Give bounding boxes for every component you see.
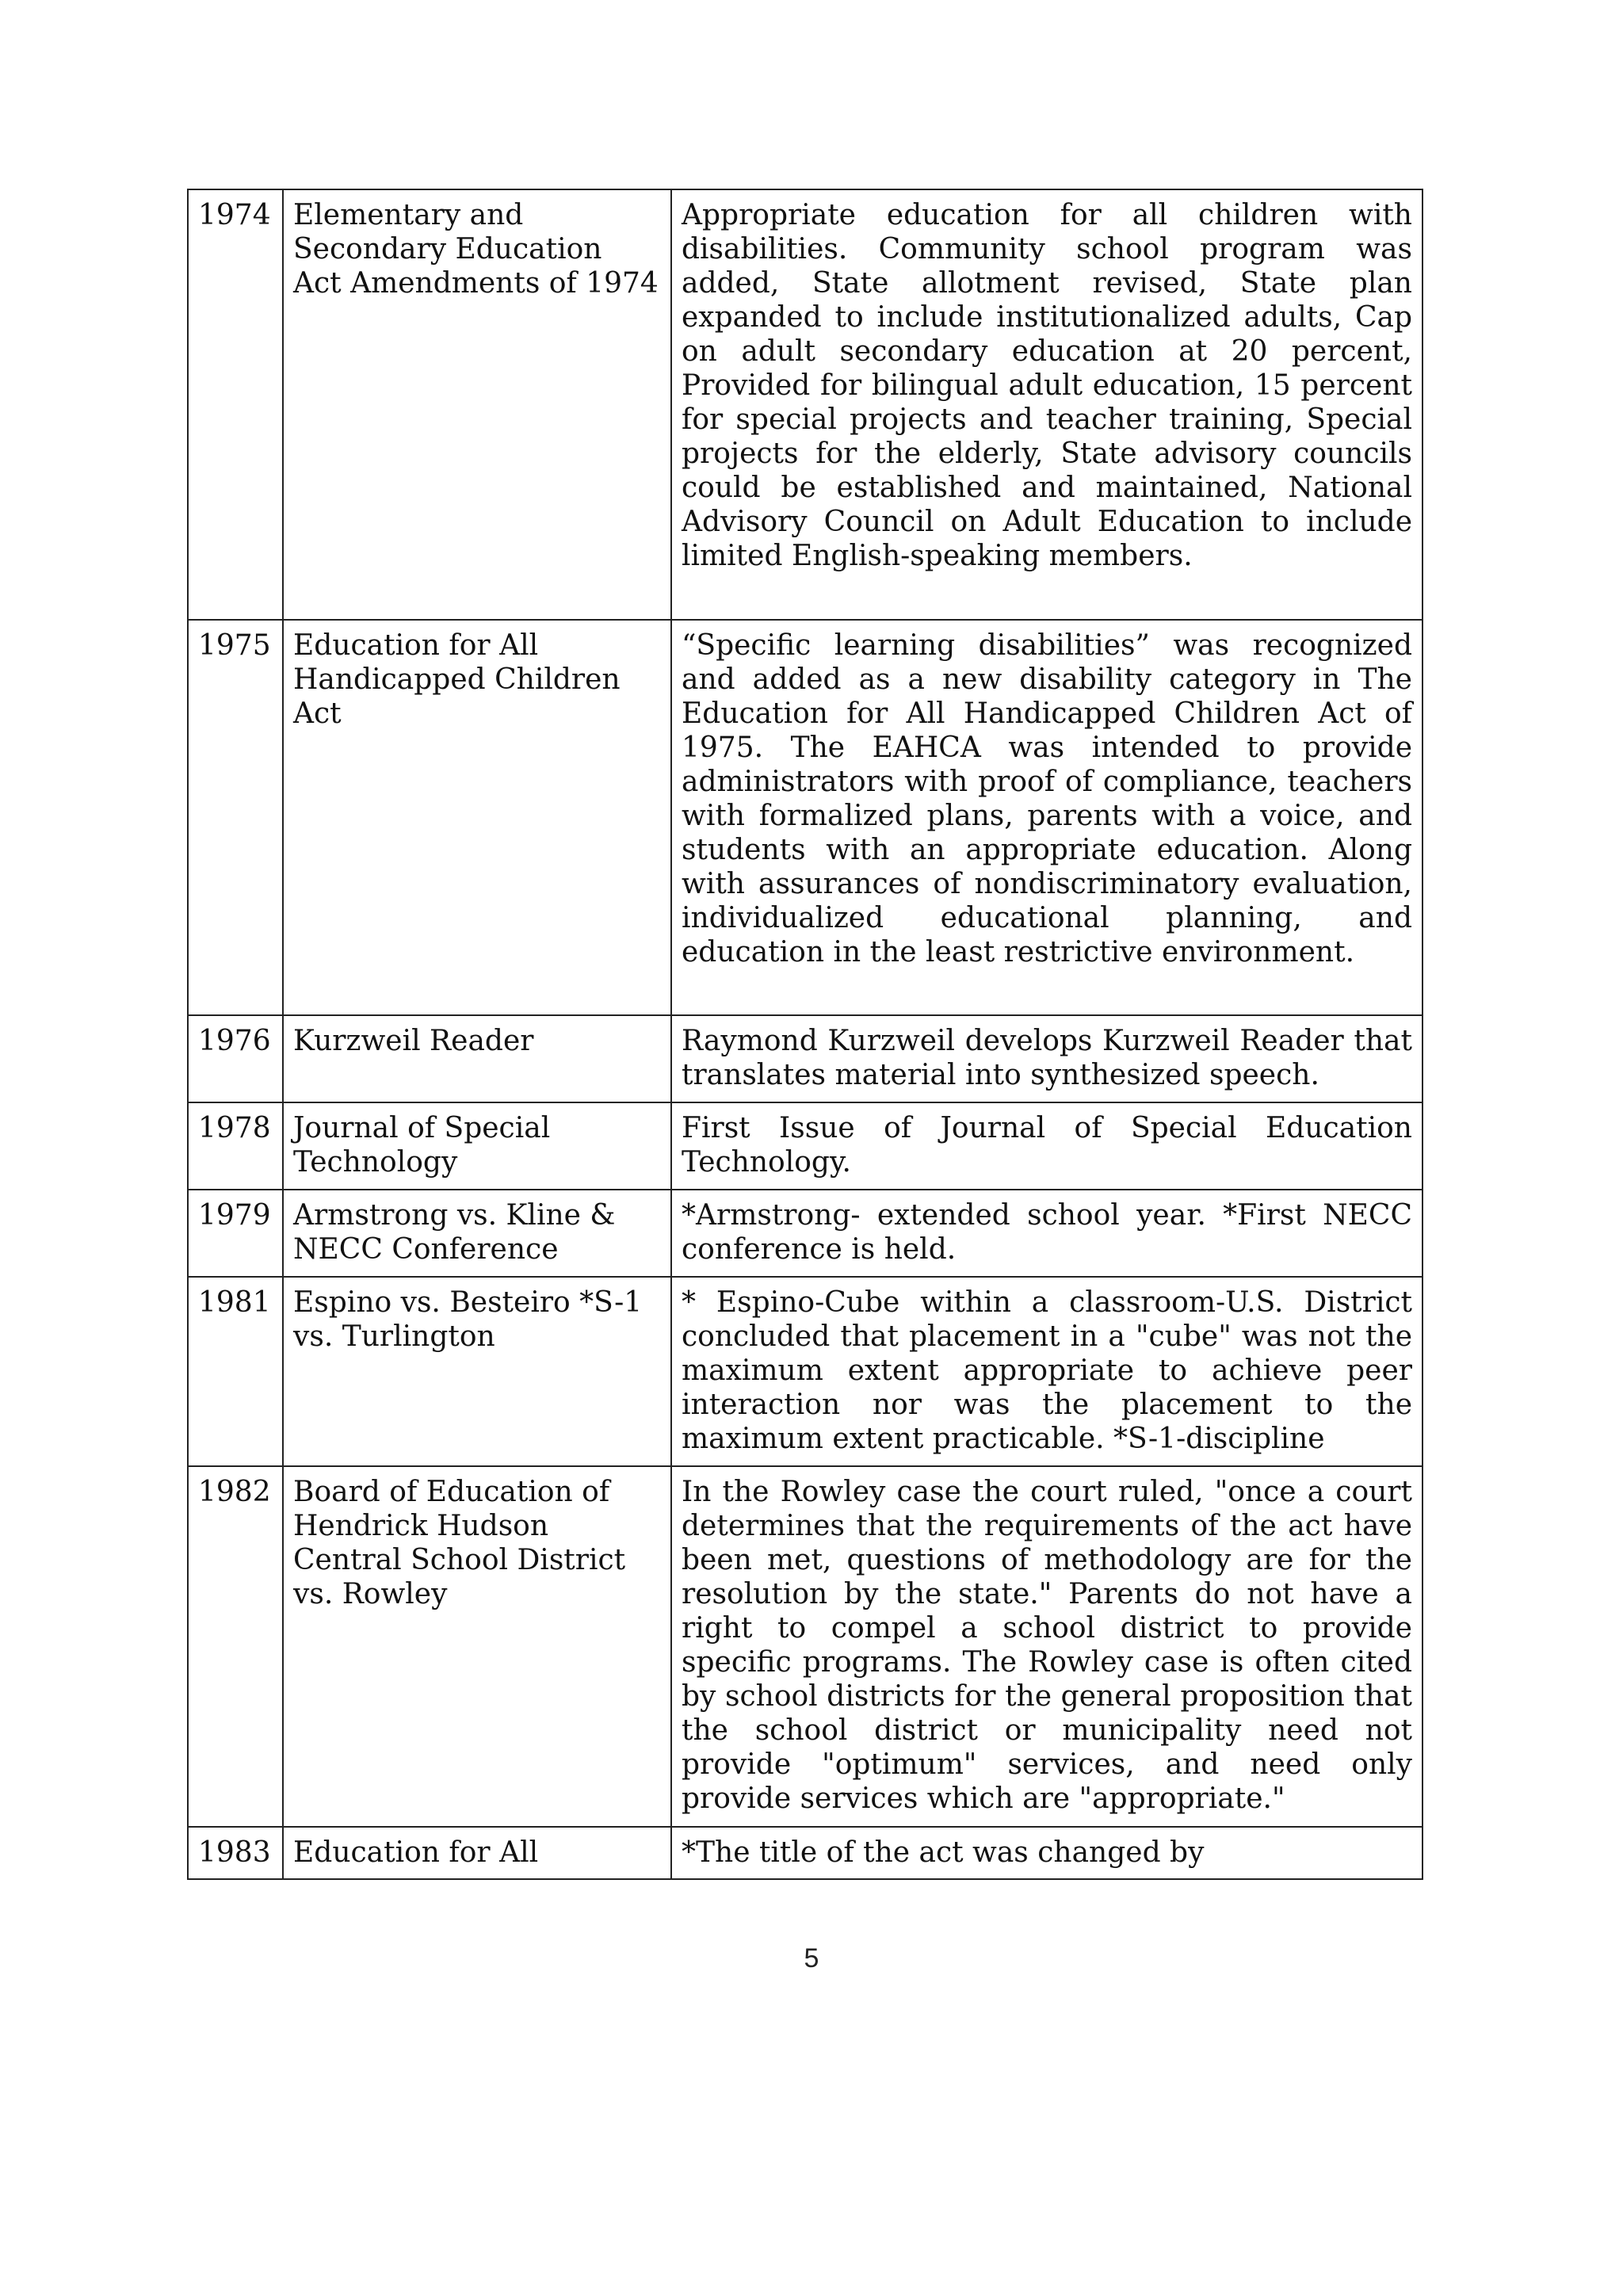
event-cell: Board of Education of Hendrick Hudson Central School District vs. Rowley xyxy=(283,1466,671,1827)
table-row xyxy=(188,1827,1423,1879)
year-cell: 1983 xyxy=(188,1827,283,1879)
table-row xyxy=(188,1190,1423,1277)
year-cell: 1975 xyxy=(188,620,283,1015)
description-cell: *Armstrong- extended school year. *First NECC conference is held. xyxy=(671,1190,1423,1277)
year-cell: 1981 xyxy=(188,1277,283,1466)
year-cell: 1978 xyxy=(188,1102,283,1190)
description-cell: Appropriate education for all children with disabilities. Community school program was added, State allotment revised, State plan expanded to include institutionalized adults, Cap on adult secondary education at 20 percent, Provided for bilingual adult education, 15 percent for special projects and teacher training, Special projects for the elderly, State advisory councils could be established and maintained, National Advisory Council on Adult Education to include limited English-speaking members. xyxy=(671,189,1423,620)
table-row xyxy=(188,1015,1423,1102)
event-cell: Education for All Handicapped Children Act xyxy=(283,620,671,1015)
timeline-table xyxy=(187,189,1423,1880)
year-cell: 1976 xyxy=(188,1015,283,1102)
event-cell: Kurzweil Reader xyxy=(283,1015,671,1102)
table-row xyxy=(188,620,1423,1015)
description-cell: *The title of the act was changed by xyxy=(671,1827,1423,1879)
event-cell: Journal of Special Technology xyxy=(283,1102,671,1190)
description-cell: Raymond Kurzweil develops Kurzweil Reader that translates material into synthesized speech. xyxy=(671,1015,1423,1102)
year-cell: 1974 xyxy=(188,189,283,620)
year-cell: 1979 xyxy=(188,1190,283,1277)
description-cell: In the Rowley case the court ruled, "once a court determines that the requirements of the act have been met, questions of methodology are for the resolution by the state." Parents do not have a right to compel a school district to provide specific programs. The Rowley case is often cited by school districts for the general proposition that the school district or municipality need not provide "optimum" services, and need only provide services which are "appropriate." xyxy=(671,1466,1423,1827)
description-cell: “Specific learning disabilities” was recognized and added as a new disability category in The Education for All Handicapped Children Act of 1975. The EAHCA was intended to provide administrators with proof of compliance, teachers with formalized plans, parents with a voice, and students with an appropriate education. Along with assurances of nondiscriminatory evaluation, individualized educational planning, and education in the least restrictive environment. xyxy=(671,620,1423,1015)
description-cell: * Espino-Cube within a classroom-U.S. District concluded that placement in a "cube" was not the maximum extent appropriate to achieve peer interaction nor was the placement to the maximum extent practicable. *S-1-discipline xyxy=(671,1277,1423,1466)
description-cell: First Issue of Journal of Special Education Technology. xyxy=(671,1102,1423,1190)
page-number: 5 xyxy=(804,1943,819,1973)
event-cell: Armstrong vs. Kline & NECC Conference xyxy=(283,1190,671,1277)
event-cell: Education for All xyxy=(283,1827,671,1879)
event-cell: Elementary and Secondary Education Act Amendments of 1974 xyxy=(283,189,671,620)
event-cell: Espino vs. Besteiro *S-1 vs. Turlington xyxy=(283,1277,671,1466)
table-row xyxy=(188,1466,1423,1827)
table-row xyxy=(188,1102,1423,1190)
table-row xyxy=(188,189,1423,620)
table-row xyxy=(188,1277,1423,1466)
year-cell: 1982 xyxy=(188,1466,283,1827)
